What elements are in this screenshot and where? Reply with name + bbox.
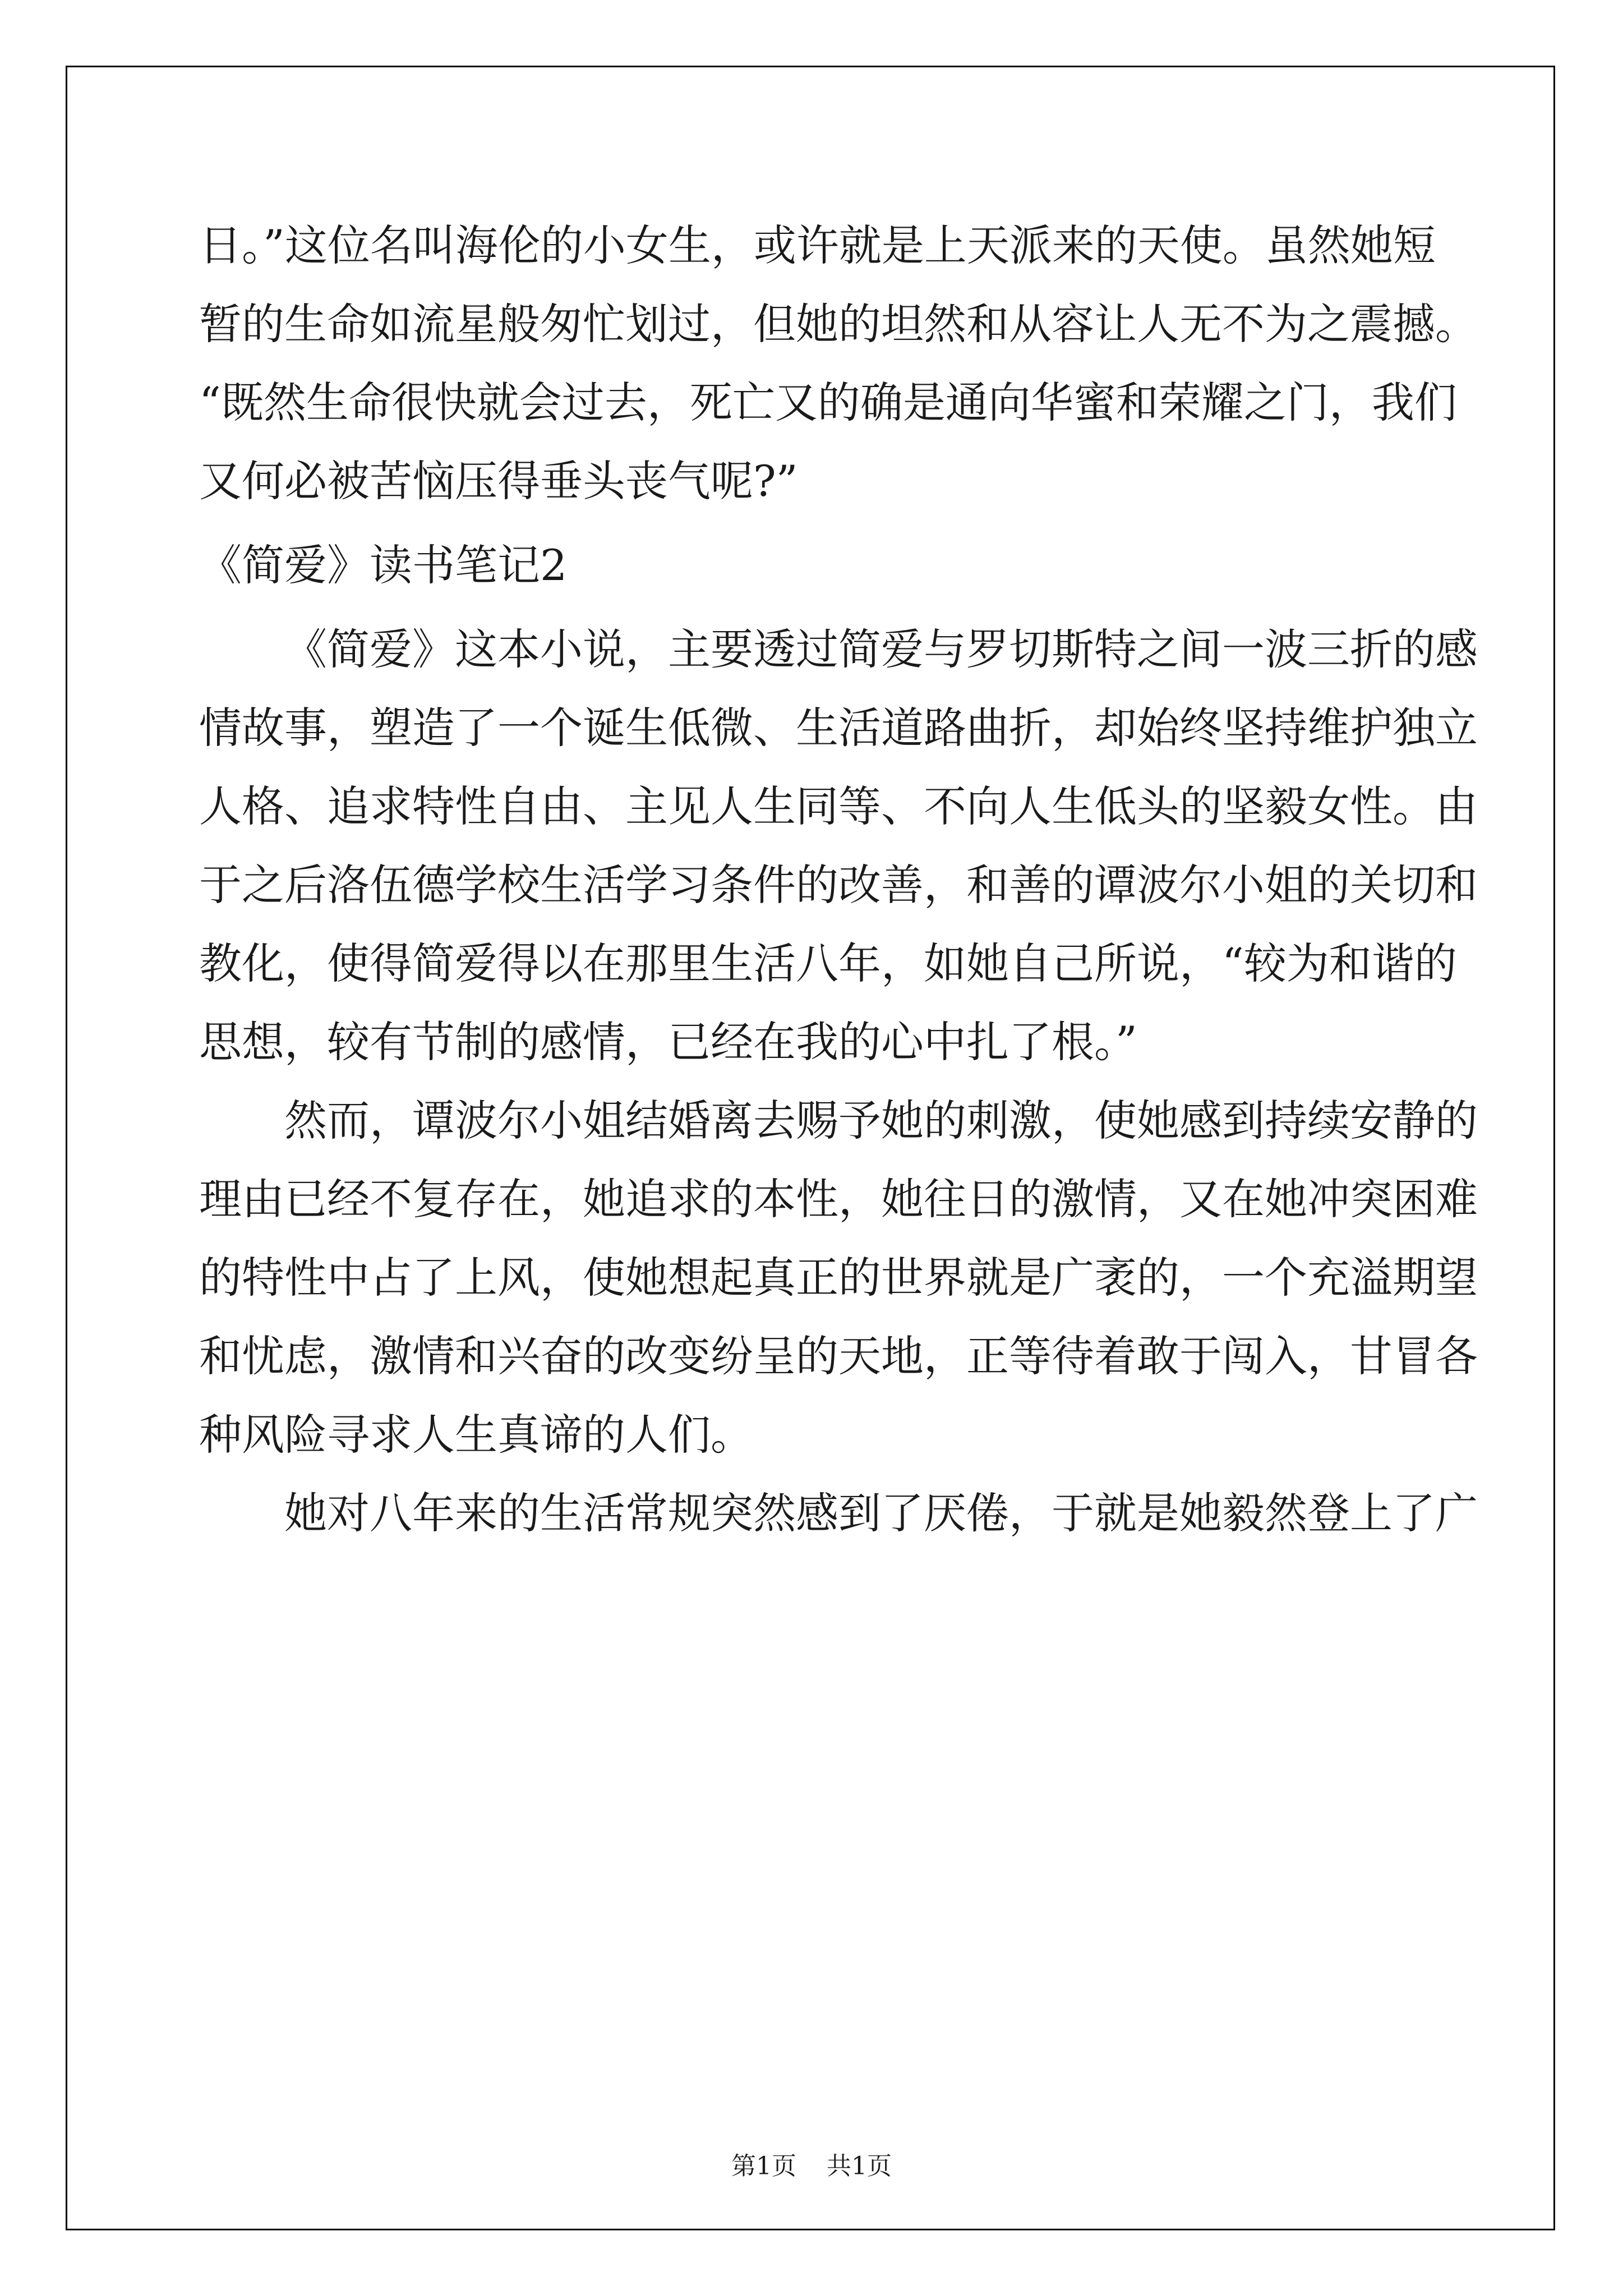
page-number: 第1页	[731, 2152, 796, 2180]
text-line: 她对八年来的生活常规突然感到了厌倦，于就是她毅然登上了广	[284, 1488, 1478, 1538]
text-line: 然而，谭波尔小姐结婚离去赐予她的刺激，使她感到持续安静的	[284, 1096, 1478, 1145]
text-line: 《简爱》这本小说，主要透过简爱与罗切斯特之间一波三折的感	[284, 624, 1478, 674]
document-body	[199, 206, 1478, 1553]
text-line: 情故事，塑造了一个诞生低微、生活道路曲折，却始终坚持维护独立	[199, 703, 1478, 753]
text-line: “既然生命很快就会过去，死亡又的确是通向华蜜和荣耀之门，我们	[199, 378, 1457, 427]
text-line: 于之后洛伍德学校生活学习条件的改善，和善的谭波尔小姐的关切和	[199, 860, 1478, 910]
text-line: 的特性中占了上风，使她想起真正的世界就是广袤的，一个充溢期望	[199, 1253, 1478, 1303]
text-line: 和忧虑，激情和兴奋的改变纷呈的天地，正等待着敢于闯入，甘冒各	[199, 1331, 1478, 1381]
text-line: 暂的生命如流星般匆忙划过，但她的坦然和从容让人无不为之震撼。	[199, 299, 1478, 349]
page-total: 共1页	[827, 2152, 892, 2180]
text-line: 思想，较有节制的感情，已经在我的心中扎了根。”	[199, 1017, 1137, 1067]
text-line: 又何必被苦恼压得垂头丧气呢?”	[199, 456, 798, 506]
text-line: 理由已经不复存在，她追求的本性，她往日的激情，又在她冲突困难	[199, 1174, 1478, 1224]
text-line: 教化，使得简爱得以在那里生活八年，如她自己所说，“较为和谐的	[199, 938, 1457, 988]
text-line: 日。”这位名叫海伦的小女生，或许就是上天派来的天使。虽然她短	[199, 220, 1436, 270]
text-line: 种风险寻求人生真谛的人们。	[199, 1410, 753, 1460]
text-line: 人格、追求特性自由、主见人生同等、不向人生低头的坚毅女性。由	[199, 781, 1478, 831]
section-heading: 《简爱》读书笔记2	[199, 540, 568, 590]
page-footer	[0, 2146, 1623, 2182]
